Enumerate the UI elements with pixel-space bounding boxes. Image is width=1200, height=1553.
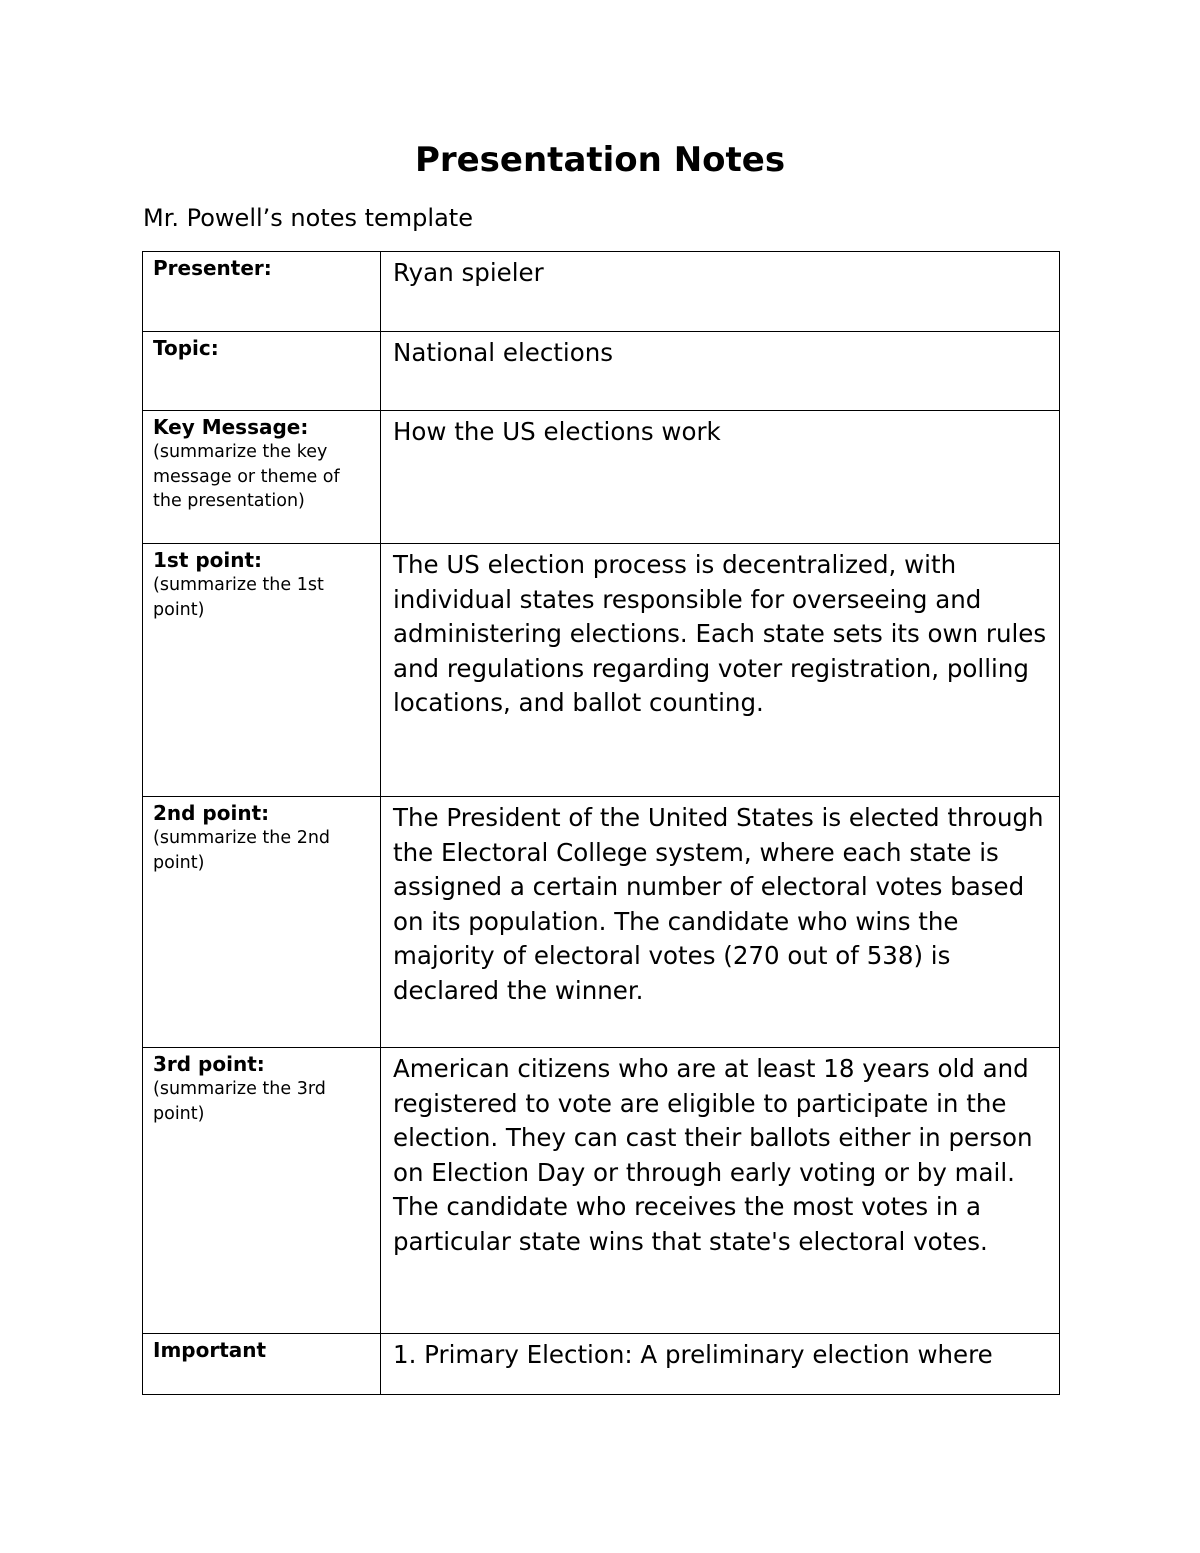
topic-label-cell (143, 332, 381, 411)
key-message-label: Key Message: (153, 415, 309, 439)
point3-label: 3rd point: (153, 1052, 265, 1076)
key-message-value: How the US elections work (393, 417, 721, 446)
important-value: 1. Primary Election: A preliminary election where (393, 1340, 993, 1369)
template-subtitle: Mr. Powell’s notes template (143, 204, 473, 232)
point3-hint: (summarize the 3rd point) (153, 1079, 326, 1124)
presenter-row (143, 252, 1060, 332)
point3-label-cell (143, 1048, 381, 1334)
important-label-cell (143, 1334, 381, 1395)
point1-row (143, 544, 1060, 797)
important-row (143, 1334, 1060, 1395)
point3-value-cell[interactable] (381, 1048, 1060, 1334)
point2-label-cell (143, 797, 381, 1048)
point3-row (143, 1048, 1060, 1334)
notes-table (142, 251, 1060, 1395)
point1-label-cell (143, 544, 381, 797)
point2-value: The President of the United States is elected through the Electoral College system, where each state is assigned a certain number of electoral votes based on its population. The candidate who wins the majority of electoral votes (270 out of 538) is declared the winner. (393, 803, 1044, 1005)
topic-label: Topic: (153, 336, 219, 360)
point2-hint: (summarize the 2nd point) (153, 828, 331, 873)
presenter-label: Presenter: (153, 256, 272, 280)
topic-value: National elections (393, 338, 613, 367)
point2-label: 2nd point: (153, 801, 270, 825)
topic-row (143, 332, 1060, 411)
key-message-row (143, 411, 1060, 544)
point3-value: American citizens who are at least 18 years old and registered to vote are eligible to participate in the election. They can cast their ballots either in person on Election Day or through early voting or by mail. The candidate who receives the most votes in a particular state wins that state's electoral votes. (393, 1054, 1033, 1256)
point1-value-cell[interactable] (381, 544, 1060, 797)
point2-row (143, 797, 1060, 1048)
presenter-value: Ryan spieler (393, 258, 544, 287)
key-message-hint: (summarize the key message or theme of the presentation) (153, 442, 340, 511)
key-message-value-cell[interactable] (381, 411, 1060, 544)
point1-value: The US election process is decentralized, with individual states responsible for overseeing and administering elections. Each state sets its own rules and regulations regarding voter registration, polling locations, and ballot counting. (393, 550, 1047, 717)
presenter-value-cell[interactable] (381, 252, 1060, 332)
presenter-label-cell (143, 252, 381, 332)
page-title: Presentation Notes (414, 140, 786, 180)
point1-hint: (summarize the 1st point) (153, 575, 324, 620)
point1-label: 1st point: (153, 548, 263, 572)
topic-value-cell[interactable] (381, 332, 1060, 411)
important-label: Important (153, 1338, 267, 1362)
point2-value-cell[interactable] (381, 797, 1060, 1048)
important-value-cell[interactable] (381, 1334, 1060, 1395)
key-message-label-cell (143, 411, 381, 544)
